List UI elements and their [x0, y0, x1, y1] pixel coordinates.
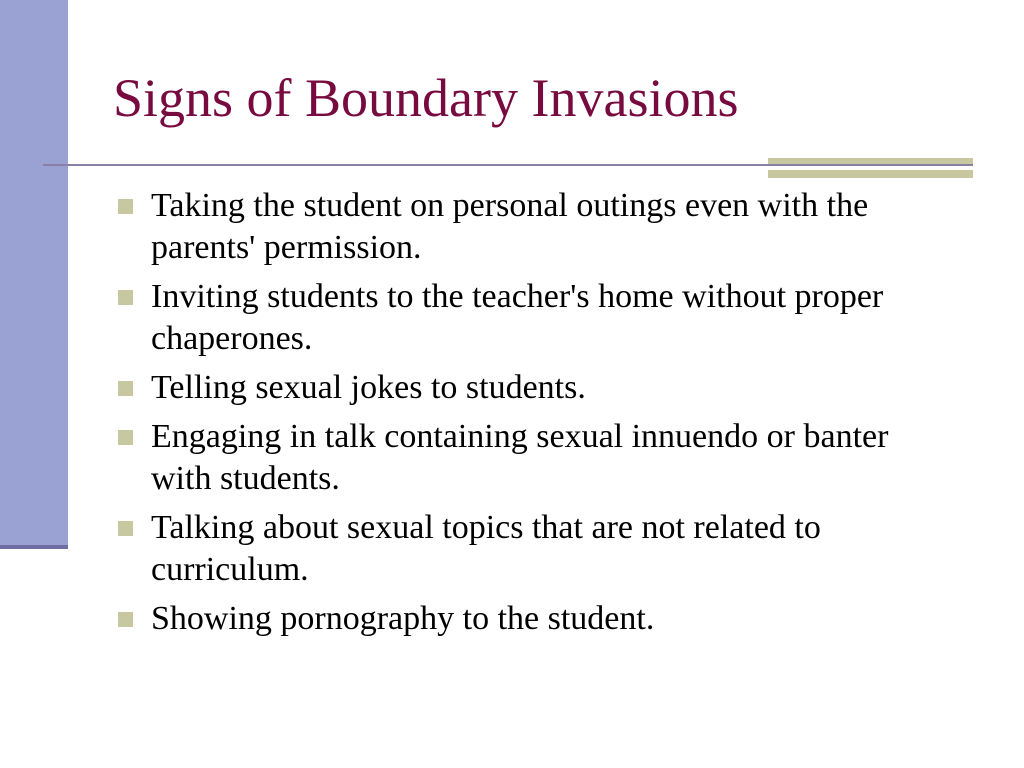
title-divider	[43, 164, 973, 166]
bullet-text: Inviting students to the teacher's home without proper chaperones.	[151, 278, 884, 357]
bullet-list	[118, 185, 948, 647]
bullet-text: Engaging in talk containing sexual innuendo or banter with students.	[151, 418, 889, 497]
square-bullet-icon	[118, 381, 133, 396]
side-decoration-bar	[0, 0, 68, 545]
bullet-item	[118, 416, 948, 500]
side-decoration-edge	[0, 545, 68, 549]
slide-title: Signs of Boundary Invasions	[113, 68, 739, 128]
bullet-item	[118, 276, 948, 360]
bullet-item	[118, 507, 948, 591]
square-bullet-icon	[118, 199, 133, 214]
square-bullet-icon	[118, 430, 133, 445]
accent-bar-top	[768, 158, 973, 164]
bullet-text: Talking about sexual topics that are not related to curriculum.	[151, 509, 821, 588]
square-bullet-icon	[118, 521, 133, 536]
bullet-text: Telling sexual jokes to students.	[151, 369, 586, 406]
square-bullet-icon	[118, 290, 133, 305]
bullet-item	[118, 367, 948, 409]
accent-bar-bottom	[768, 170, 973, 178]
bullet-text: Taking the student on personal outings even with the parents' permission.	[151, 187, 869, 266]
square-bullet-icon	[118, 612, 133, 627]
bullet-item	[118, 185, 948, 269]
bullet-text: Showing pornography to the student.	[151, 600, 655, 637]
bullet-item	[118, 598, 948, 640]
